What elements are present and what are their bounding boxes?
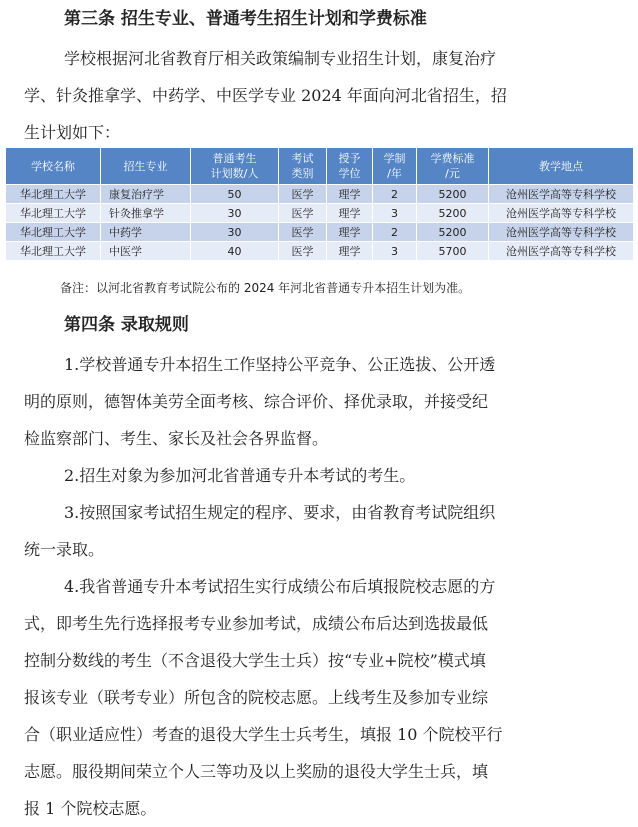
table-cell: 5200	[417, 204, 489, 223]
column-header: 招生专业	[101, 148, 191, 185]
text-line: 学、针灸推拿学、中药学、中医学专业 2024 年面向河北省招生，招	[24, 86, 507, 105]
table-cell: 40	[191, 242, 279, 261]
section3-heading: 第三条 招生专业、普通考生招生计划和学费标准	[64, 9, 427, 29]
text-line: 统一录取。	[24, 540, 105, 559]
column-header: 学校名称	[6, 148, 101, 185]
table-header-row	[6, 148, 634, 185]
table-cell: 华北理工大学	[6, 242, 101, 261]
table-cell: 5200	[417, 223, 489, 242]
table-cell: 理学	[327, 223, 373, 242]
text-line: 明的原则，德智体美劳全面考核、综合评价、择优录取，并接受纪	[24, 392, 489, 411]
text-line: 志愿。服役期间荣立个人三等功及以上奖励的退役大学生士兵，填	[24, 762, 489, 781]
section3-intro	[24, 40, 616, 151]
table-cell: 华北理工大学	[6, 185, 101, 204]
table-cell: 5200	[417, 185, 489, 204]
section4-rule-3	[24, 494, 616, 568]
table-row	[6, 223, 634, 242]
text-line: 检监察部门、考生、家长及社会各界监督。	[24, 429, 329, 448]
text-line: 3.按照国家考试招生规定的程序、要求，由省教育考试院组织	[64, 503, 496, 522]
table-cell: 50	[191, 185, 279, 204]
table-cell: 沧州医学高等专科学校	[489, 185, 634, 204]
enrollment-plan-table	[5, 147, 634, 261]
text-line: 4.我省普通专升本考试招生实行成绩公布后填报院校志愿的方	[64, 577, 496, 596]
text-line: 合（职业适应性）考查的退役大学生士兵考生，填报 10 个院校平行	[24, 725, 503, 744]
table-cell: 理学	[327, 204, 373, 223]
table-cell: 针灸推拿学	[101, 204, 191, 223]
table-cell: 30	[191, 204, 279, 223]
text-line: 报 1 个院校志愿。	[24, 799, 157, 818]
table-cell: 华北理工大学	[6, 204, 101, 223]
table-row	[6, 204, 634, 223]
table-row	[6, 242, 634, 261]
text-line: 生计划如下：	[24, 123, 121, 142]
table-cell: 医学	[279, 185, 327, 204]
table-cell: 医学	[279, 242, 327, 261]
section4-rule-4	[24, 568, 616, 827]
text-line: 1.学校普通专升本招生工作坚持公平竞争、公正选拔、公开透	[64, 355, 496, 374]
table-cell: 康复治疗学	[101, 185, 191, 204]
table-cell: 理学	[327, 185, 373, 204]
column-header: 普通考生 计划数/人	[191, 148, 279, 185]
text-line: 学校根据河北省教育厅相关政策编制专业招生计划，康复治疗	[64, 49, 497, 68]
table-cell: 沧州医学高等专科学校	[489, 223, 634, 242]
table-cell: 2	[373, 185, 417, 204]
table-cell: 3	[373, 204, 417, 223]
text-line: 控制分数线的考生（不含退役大学生士兵）按“专业+院校”模式填	[24, 651, 486, 670]
table-cell: 沧州医学高等专科学校	[489, 242, 634, 261]
table-cell: 3	[373, 242, 417, 261]
column-header: 考试 类别	[279, 148, 327, 185]
table-cell: 医学	[279, 223, 327, 242]
column-header: 授予 学位	[327, 148, 373, 185]
column-header: 教学地点	[489, 148, 634, 185]
table-cell: 中医学	[101, 242, 191, 261]
table-cell: 中药学	[101, 223, 191, 242]
table-cell: 沧州医学高等专科学校	[489, 204, 634, 223]
section4-rule-2	[24, 457, 616, 494]
section4-rule-1	[24, 346, 616, 457]
table-cell: 30	[191, 223, 279, 242]
table-cell: 5700	[417, 242, 489, 261]
table-cell: 华北理工大学	[6, 223, 101, 242]
table-row	[6, 185, 634, 204]
text-line: 报该专业（联考专业）所包含的院校志愿。上线考生及参加专业综	[24, 688, 489, 707]
text-line: 2.招生对象为参加河北省普通专升本考试的考生。	[64, 466, 416, 485]
text-line: 式，即考生先行选择报考专业参加考试，成绩公布后达到选拔最低	[24, 614, 489, 633]
section4-heading: 第四条 录取规则	[64, 315, 189, 335]
table-cell: 2	[373, 223, 417, 242]
table-note: 备注：以河北省教育考试院公布的 2024 年河北省普通专升本招生计划为准。	[60, 281, 471, 295]
table-cell: 医学	[279, 204, 327, 223]
column-header: 学费标准 /元	[417, 148, 489, 185]
column-header: 学制 /年	[373, 148, 417, 185]
table-cell: 理学	[327, 242, 373, 261]
